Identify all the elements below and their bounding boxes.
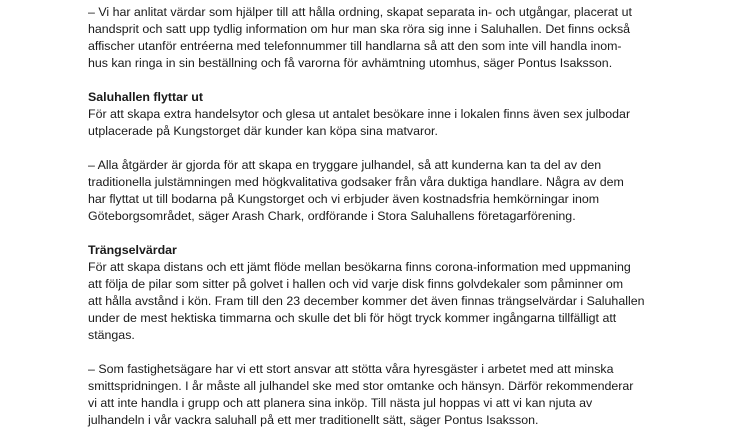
text-line: har flyttat ut till bodarna på Kungstorget och vi erbjuder även kostnadsfria hemkörningar inom — [88, 192, 600, 206]
text-line: smittspridningen. I år måste all julhandel ske med stor omtanke och hänsyn. Därför rekommenderar — [88, 379, 634, 393]
paragraph — [88, 4, 688, 72]
text-line: – Vi har anlitat värdar som hjälper till att hålla ordning, skapat separata in- och utgångar, placerat ut — [88, 5, 632, 19]
paragraph — [88, 106, 688, 140]
text-line: hus kan ringa in sin beställning och få varorna för avhämtning utomhus, säger Pontus Isaksson. — [88, 56, 613, 70]
text-line: – Som fastighetsägare har vi ett stort ansvar att stötta våra hyresgäster i arbetet med att minska — [88, 362, 614, 376]
paragraph — [88, 259, 688, 344]
text-line: affischer utanför entréerna med telefonnummer till handlarna så att den som inte vill handla inom- — [88, 39, 622, 53]
text-line: utplacerade på Kungstorget där kunder kan köpa sina matvaror. — [88, 124, 438, 138]
text-line: traditionella julstämningen med högkvalitativa godsaker från våra duktiga handlare. Några av dem — [88, 175, 624, 189]
text-line: stängas. — [88, 328, 135, 342]
text-line: att följa de pilar som sitter på golvet i hallen och vid varje disk finns golvdekaler som påminner om — [88, 277, 624, 291]
paragraph — [88, 157, 688, 225]
text-line: handsprit och satt upp tydlig information om hur man ska röra sig inne i Saluhallen. Det finns också — [88, 22, 631, 36]
text-line: vi att inte handla i grupp och att planera sina inköp. Till nästa jul hoppas vi att vi kan njuta av — [88, 396, 593, 410]
document-body — [88, 4, 688, 446]
section-heading: Trängselvärdar — [88, 243, 177, 257]
paragraph — [88, 361, 688, 429]
text-line: För att skapa distans och ett jämt flöde mellan besökarna finns corona-information med uppmaning — [88, 260, 631, 274]
text-line: För att skapa extra handelsytor och glesa ut antalet besökare inne i lokalen finns även sex julbodar — [88, 107, 631, 121]
text-line: att hålla avstånd i kön. Fram till den 23 december kommer det även finnas trängselvärdar i Saluhallen — [88, 294, 645, 308]
text-line: julhandeln i vår vackra saluhall på ett mer traditionellt sätt, säger Pontus Isaksson. — [88, 413, 539, 427]
text-line: – Alla åtgärder är gjorda för att skapa en tryggare julhandel, så att kunderna kan ta del av den — [88, 158, 602, 172]
text-line: Göteborgsområdet, säger Arash Chark, ordförande i Stora Saluhallens företagarförening. — [88, 209, 576, 223]
section-heading: Saluhallen flyttar ut — [88, 90, 203, 104]
text-line: under de mest hektiska timmarna och skulle det bli för högt tryck kommer ingångarna tillfälligt att — [88, 311, 617, 325]
